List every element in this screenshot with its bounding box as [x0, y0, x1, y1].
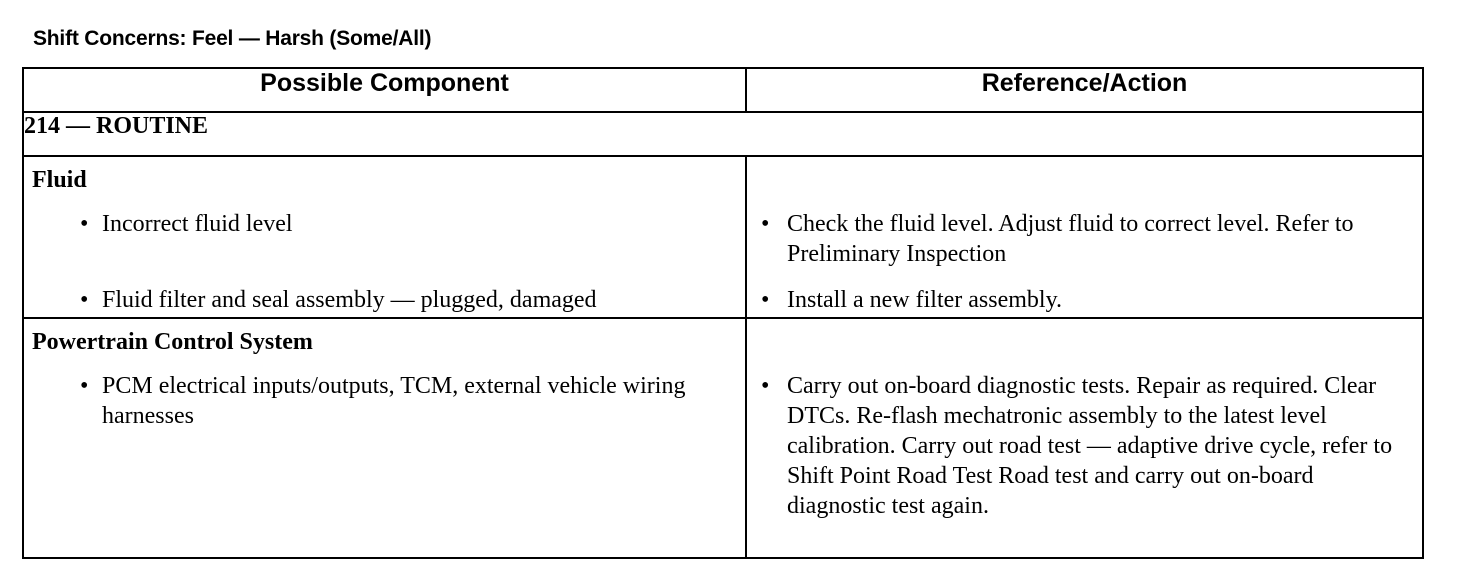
action-cell [746, 156, 1423, 318]
table-row [23, 156, 1423, 318]
list-item [24, 371, 745, 431]
group-title: Fluid [32, 167, 87, 193]
component-text: Fluid filter and seal assembly — plugged, damaged [102, 287, 597, 313]
action-text: Install a new filter assembly. [787, 287, 1063, 313]
component-text: PCM electrical inputs/outputs, TCM, external vehicle wiring harnesses [102, 373, 686, 429]
list-item [747, 371, 1422, 521]
list-item [24, 209, 745, 269]
bullet-icon: • [761, 287, 770, 313]
header-row [23, 68, 1423, 112]
bullet-icon: • [80, 287, 89, 313]
column-header-component: Possible Component [23, 68, 746, 112]
diagnosis-table [22, 67, 1424, 559]
bullet-icon: • [80, 373, 89, 399]
action-cell [746, 318, 1423, 558]
section-row [23, 112, 1423, 156]
list-item [747, 285, 1422, 315]
section-label: 214 — ROUTINE [23, 112, 1423, 156]
page-title: Shift Concerns: Feel — Harsh (Some/All) [33, 27, 432, 50]
group-title: Powertrain Control System [32, 329, 313, 355]
list-item [24, 285, 745, 315]
action-text: Check the fluid level. Adjust fluid to correct level. Refer to Preliminary Inspection [787, 211, 1354, 267]
list-item [747, 209, 1422, 269]
component-cell [23, 156, 746, 318]
table-row [23, 318, 1423, 558]
component-cell [23, 318, 746, 558]
column-header-action: Reference/Action [746, 68, 1423, 112]
component-text: Incorrect fluid level [102, 211, 293, 237]
bullet-icon: • [761, 373, 770, 399]
bullet-icon: • [80, 211, 89, 237]
bullet-icon: • [761, 211, 770, 237]
action-text: Carry out on-board diagnostic tests. Repair as required. Clear DTCs. Re-flash mechatronic assembly to the latest level calibration. Carry out road test — adaptive drive cycle, refer to Shift Point Road Test Road test and carry out on-board diagnostic test again. [787, 373, 1393, 519]
